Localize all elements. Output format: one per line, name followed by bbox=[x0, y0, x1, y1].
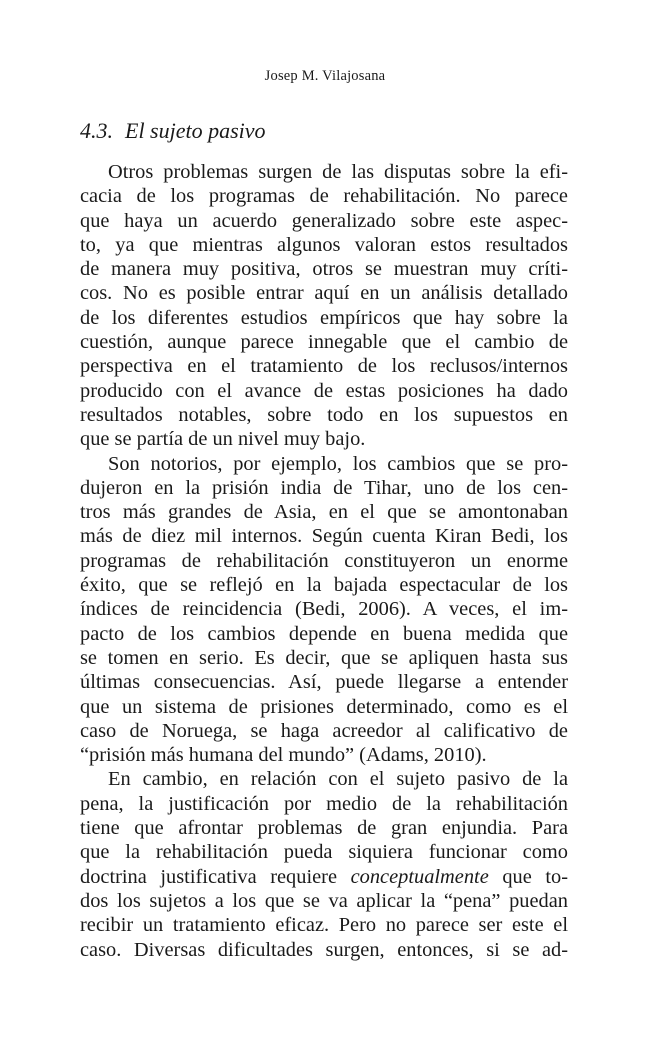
text-line: que la rehabilitación pueda siquiera funcionar como bbox=[80, 841, 568, 864]
text-line-with-emphasis bbox=[80, 865, 568, 889]
emphasis-text: conceptualmente bbox=[350, 865, 489, 888]
text-line: perspectiva en el tratamiento de los reclusos/internos bbox=[80, 355, 568, 378]
text-line: cacia de los programas de rehabilitación. No parece bbox=[80, 185, 568, 208]
text-line: caso de Noruega, se haga acreedor al calificativo de bbox=[80, 719, 568, 742]
text-line: cuestión, aunque parece innegable que el cambio de bbox=[80, 331, 568, 354]
text-run: doctrina justificativa requiere bbox=[80, 865, 351, 888]
paragraph-3 bbox=[80, 767, 568, 961]
text-line: últimas consecuencias. Así, puede llegarse a entender bbox=[80, 671, 568, 694]
text-line: más de diez mil internos. Según cuenta Kiran Bedi, los bbox=[80, 525, 568, 548]
text-line: tiene que afrontar problemas de gran enjundia. Para bbox=[80, 817, 568, 840]
text-line: resultados notables, sobre todo en los supuestos en bbox=[80, 403, 568, 426]
text-line: índices de reincidencia (Bedi, 2006). A veces, el im- bbox=[80, 598, 568, 621]
text-line: pacto de los cambios depende en buena medida que bbox=[80, 622, 568, 645]
text-line: se tomen en serio. Es decir, que se apliquen hasta sus bbox=[80, 646, 568, 669]
paragraph-1 bbox=[80, 160, 568, 452]
text-line: tros más grandes de Asia, en el que se amontonaban bbox=[80, 501, 568, 524]
text-line: de los diferentes estudios empíricos que hay sobre la bbox=[80, 306, 568, 329]
body-text bbox=[80, 160, 568, 962]
text-line: Son notorios, por ejemplo, los cambios que se pro- bbox=[108, 452, 568, 475]
text-line: pena, la justificación por medio de la rehabilitación bbox=[80, 792, 568, 815]
text-line: que se partía de un nivel muy bajo. bbox=[80, 428, 366, 451]
paragraph-2 bbox=[80, 452, 568, 768]
section-title: El sujeto pasivo bbox=[125, 118, 266, 143]
text-line: que un sistema de prisiones determinado, como es el bbox=[80, 695, 568, 718]
text-line: recibir un tratamiento eficaz. Pero no parece ser este el bbox=[80, 914, 568, 937]
text-line: de manera muy positiva, otros se muestran muy críti- bbox=[80, 258, 568, 281]
text-line: dujeron en la prisión india de Tihar, uno de los cen- bbox=[80, 476, 568, 499]
text-line: producido con el avance de estas posiciones ha dado bbox=[80, 379, 568, 402]
text-line: to, ya que mientras algunos valoran estos resultados bbox=[80, 233, 568, 256]
text-line: “prisión más humana del mundo” (Adams, 2010). bbox=[80, 744, 487, 767]
text-line: En cambio, en relación con el sujeto pasivo de la bbox=[108, 768, 568, 791]
text-line: éxito, que se reflejó en la bajada espectacular de los bbox=[80, 574, 568, 597]
text-line: cos. No es posible entrar aquí en un análisis detallado bbox=[80, 282, 568, 305]
running-header: Josep M. Vilajosana bbox=[264, 68, 386, 84]
text-line: dos los sujetos a los que se va aplicar la “pena” puedan bbox=[80, 889, 568, 912]
section-number: 4.3. bbox=[80, 118, 113, 143]
text-line: que haya un acuerdo generalizado sobre este aspec- bbox=[80, 209, 568, 232]
text-line: Otros problemas surgen de las disputas sobre la efi- bbox=[108, 161, 568, 183]
section-heading bbox=[80, 118, 266, 144]
text-line: programas de rehabilitación constituyeron un enorme bbox=[80, 549, 568, 572]
text-line: caso. Diversas dificultades surgen, entonces, si se ad- bbox=[80, 938, 568, 961]
text-run: que to- bbox=[488, 865, 568, 888]
